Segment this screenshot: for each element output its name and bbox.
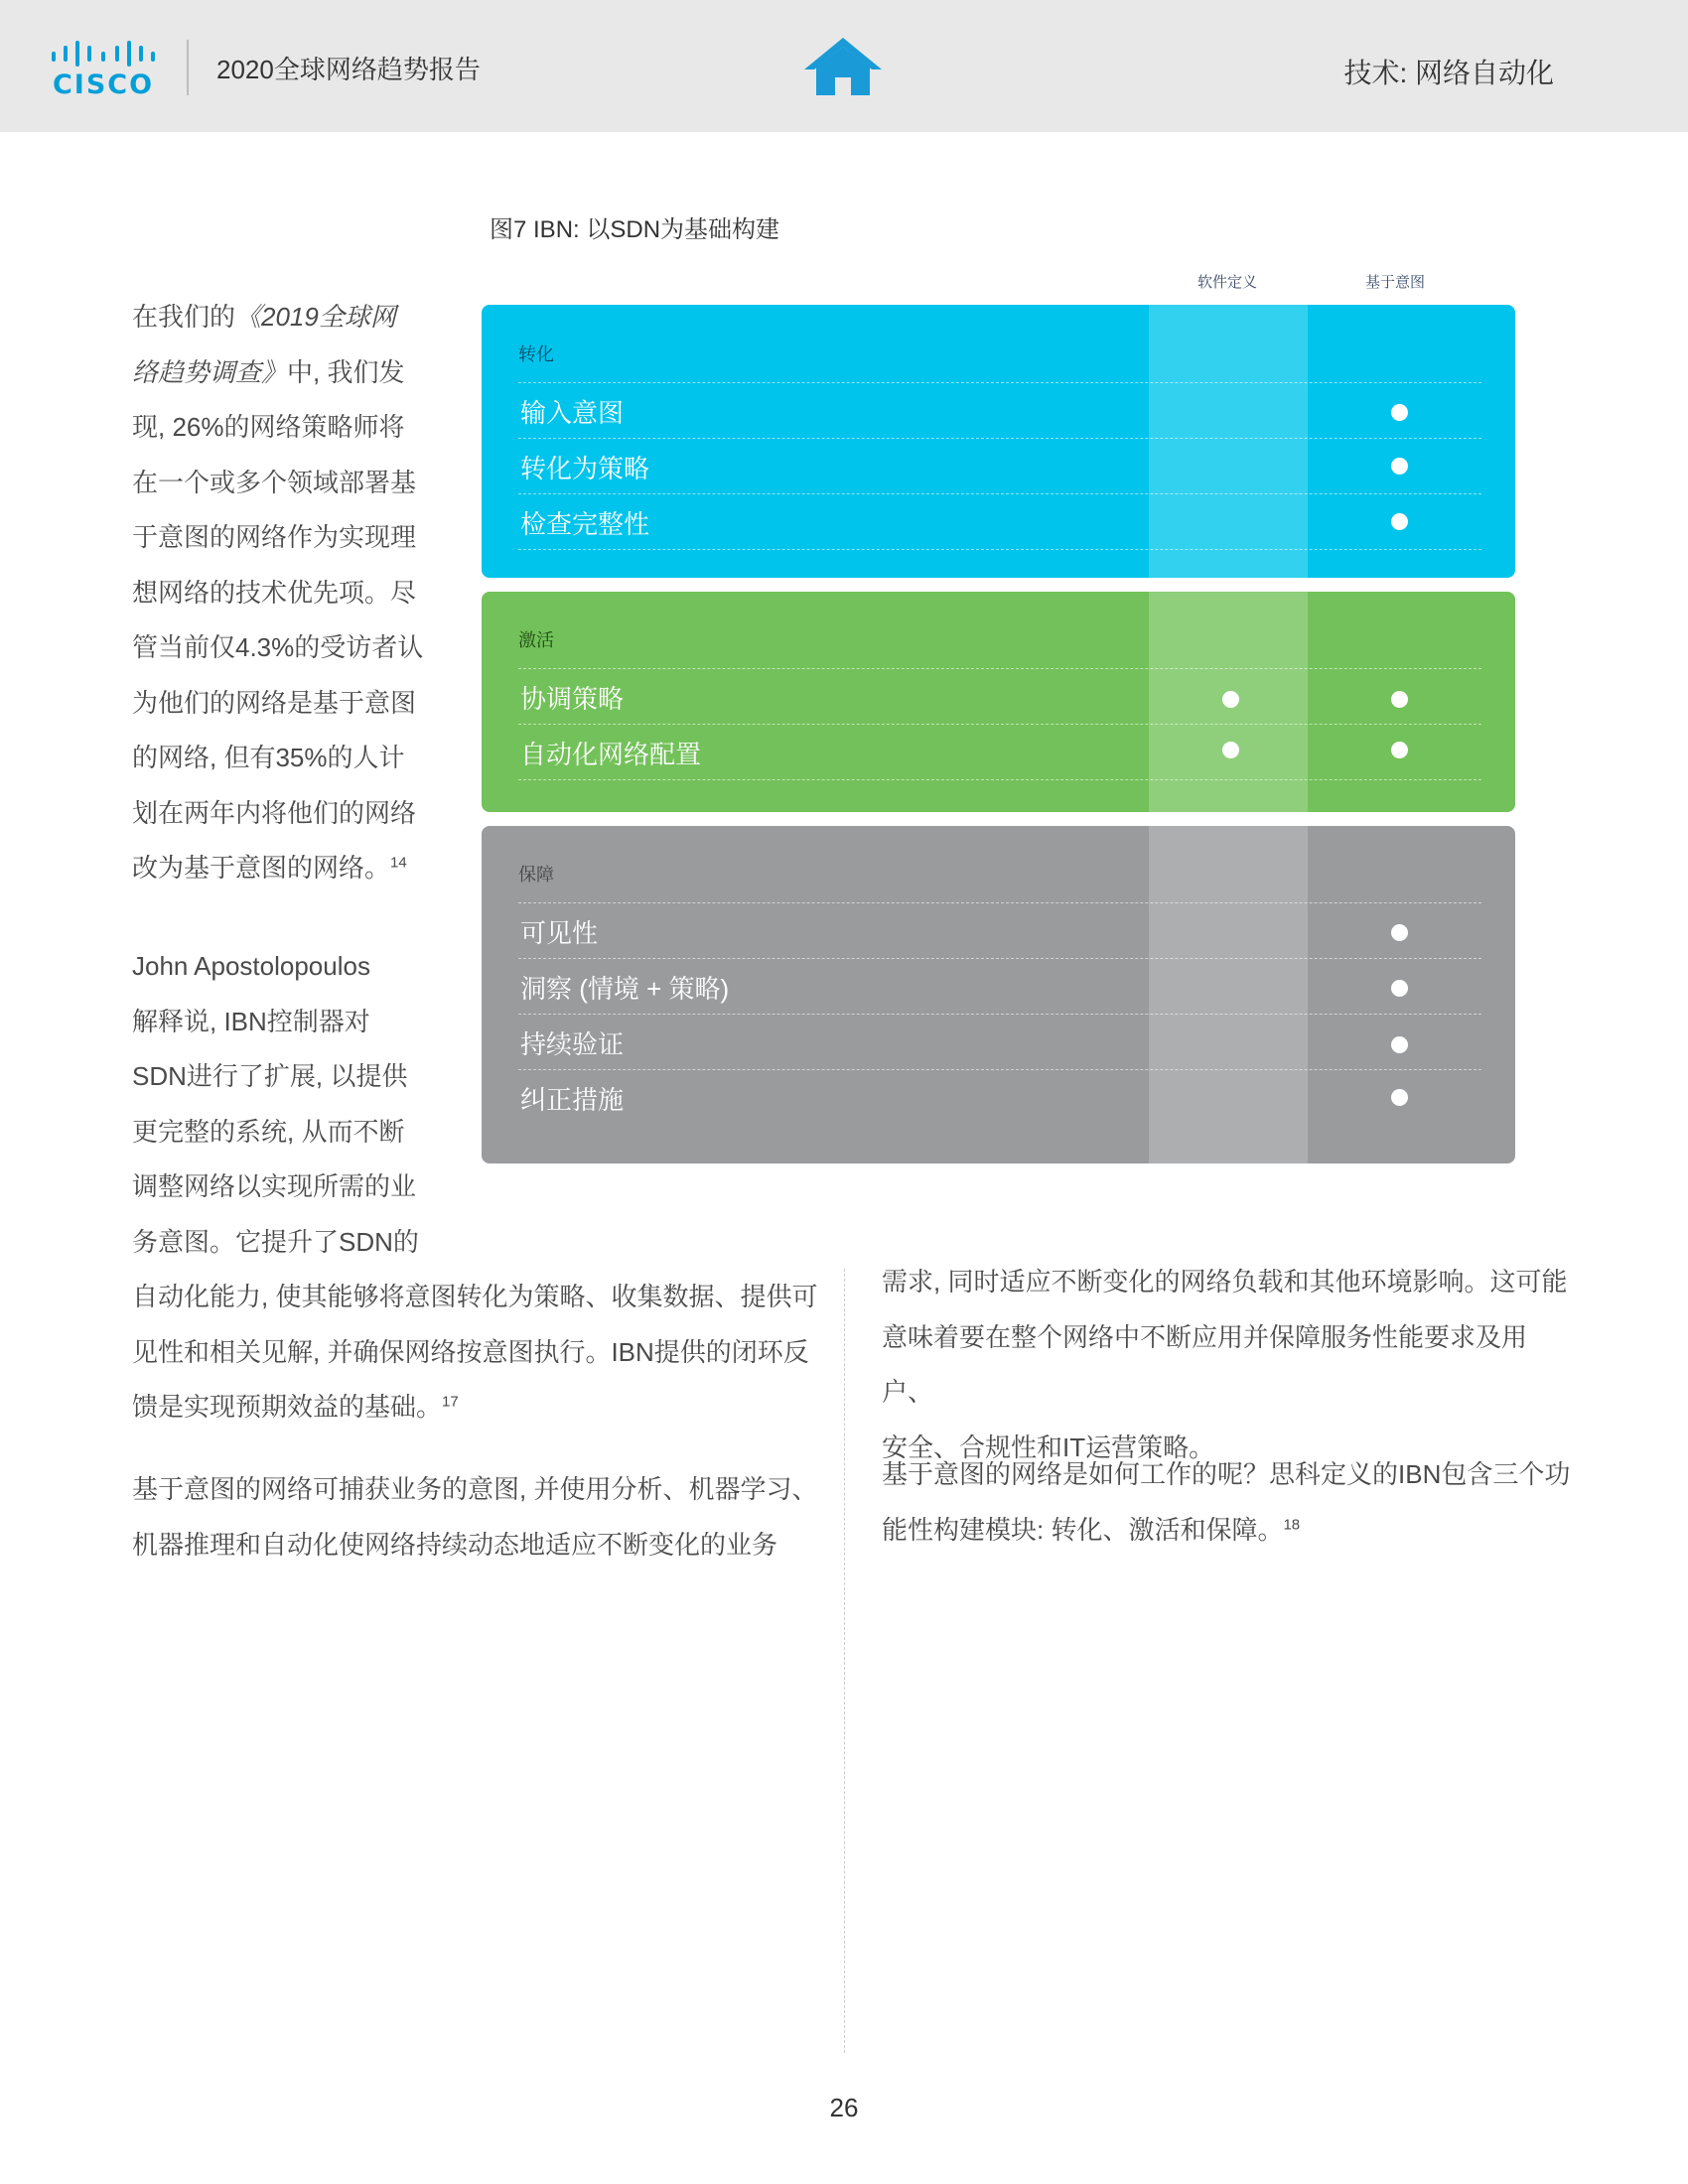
text-line: 需求, 同时适应不断变化的网络负载和其他环境影响。这可能	[882, 1267, 1568, 1297]
row-label: 协调策略	[520, 684, 625, 714]
text-line: 调整网络以实现所需的业	[132, 1171, 417, 1201]
text-line	[132, 345, 460, 401]
footnote-ref: 14	[390, 854, 407, 872]
intent-based-check-dot	[1391, 691, 1408, 708]
column-divider	[844, 1269, 845, 2053]
text-line: 基于意图的网络是如何工作的呢？思科定义的IBN包含三个功	[882, 1459, 1571, 1489]
row-label: 输入意图	[520, 398, 625, 428]
text-line: 划在两年内将他们的网络	[132, 797, 417, 828]
text-line: 于意图的网络作为实现理	[132, 522, 417, 552]
report-citation: 络趋势调查》	[132, 356, 288, 387]
text-line: 现, 26%的网络策略师将	[132, 412, 405, 442]
row-label: 持续验证	[520, 1029, 625, 1059]
cisco-logo[interactable]	[50, 40, 157, 99]
text-span: 在我们的	[132, 302, 236, 332]
footnote-ref: 17	[442, 1393, 459, 1411]
text-line: 在一个或多个领域部署基	[132, 467, 417, 497]
intent-based-check-dot	[1391, 458, 1408, 475]
panel-heading: 激活	[518, 630, 554, 650]
figure-title: 图7 IBN: 以SDN为基础构建	[490, 216, 780, 243]
page-header	[0, 0, 1688, 132]
row-label: 检查完整性	[520, 509, 650, 539]
text-span: 改为基于意图的网络。	[132, 853, 391, 883]
text-line	[132, 841, 460, 896]
text-line: SDN进行了扩展, 以提供	[132, 1061, 408, 1091]
body-paragraph-ibn-capture	[132, 1462, 827, 1572]
intent-based-check-dot	[1391, 1089, 1408, 1106]
text-line: 的网络, 但有35%的人计	[132, 743, 405, 772]
intent-based-check-dot	[1391, 924, 1408, 941]
text-line: 更完整的系统, 从而不断	[132, 1116, 405, 1147]
text-line	[882, 1503, 1577, 1559]
intent-based-check-dot	[1391, 980, 1408, 997]
row-divider	[518, 668, 1481, 669]
row-label: 自动化网络配置	[520, 740, 702, 769]
text-line: 基于意图的网络可捕获业务的意图, 并使用分析、机器学习、	[132, 1474, 818, 1504]
body-paragraph-building-blocks	[882, 1447, 1577, 1558]
panel-heading: 保障	[518, 865, 554, 885]
text-line: 为他们的网络是基于意图	[132, 687, 417, 718]
row-divider	[518, 493, 1481, 494]
cisco-logo-text: CISCO	[52, 69, 155, 100]
row-label: 转化为策略	[520, 454, 650, 483]
text-line: 意味着要在整个网络中不断应用并保障服务性能要求及用户、	[882, 1321, 1528, 1407]
intent-based-check-dot	[1391, 404, 1408, 421]
panel-translation	[482, 305, 1515, 578]
text-line: 务意图。它提升了SDN的	[132, 1226, 419, 1257]
text-line: 解释说, IBN控制器对	[132, 1006, 370, 1036]
text-line	[132, 1380, 827, 1435]
page-number: 26	[829, 2093, 859, 2122]
body-paragraph-ibn-controller	[132, 939, 827, 1435]
text-line: 见性和相关见解, 并确保网络按意图执行。IBN提供的闭环反	[132, 1336, 809, 1367]
software-defined-check-dot	[1222, 691, 1239, 708]
software-defined-column-band	[1149, 305, 1308, 578]
row-divider	[518, 438, 1481, 439]
text-line: 管当前仅4.3%的受访者认	[132, 632, 424, 662]
text-line: 想网络的技术优先项。尽	[132, 577, 417, 608]
row-divider	[518, 382, 1481, 383]
intent-based-check-dot	[1391, 1036, 1408, 1053]
section-title: 技术: 网络自动化	[1343, 58, 1554, 88]
text-span: 能性构建模块: 转化、激活和保障。	[882, 1514, 1284, 1545]
cisco-bars-icon	[50, 40, 157, 68]
row-divider	[518, 724, 1481, 725]
text-line	[132, 290, 460, 345]
text-line: 机器推理和自动化使网络持续动态地适应不断变化的业务	[132, 1529, 778, 1560]
row-divider	[518, 549, 1481, 550]
software-defined-check-dot	[1222, 742, 1239, 758]
text-span: 中, 我们发	[287, 356, 405, 387]
intent-based-check-dot	[1391, 513, 1408, 530]
row-label: 洞察 (情境 + 策略)	[520, 974, 730, 1004]
text-line: John Apostolopoulos	[132, 951, 370, 981]
column-header-software-defined: 软件定义	[1196, 274, 1257, 291]
text-line: 自动化能力, 使其能够将意图转化为策略、收集数据、提供可	[132, 1282, 818, 1311]
intent-based-check-dot	[1391, 742, 1408, 758]
home-icon[interactable]	[802, 36, 884, 97]
footnote-ref: 18	[1283, 1515, 1301, 1533]
header-divider	[187, 40, 189, 95]
body-paragraph-survey	[132, 290, 460, 896]
software-defined-column-band	[1149, 826, 1308, 1163]
row-label: 纠正措施	[520, 1085, 625, 1115]
report-title: 2020全球网络趋势报告	[216, 55, 481, 84]
body-paragraph-requirements	[882, 1255, 1577, 1475]
text-line: 安全、合规性和IT运营策略。	[882, 1432, 1215, 1462]
row-divider	[518, 902, 1481, 903]
report-citation: 《2019全球网	[235, 302, 396, 332]
row-divider	[518, 779, 1481, 780]
panel-heading: 转化	[518, 344, 554, 364]
row-label: 可见性	[520, 918, 599, 948]
panel-activation	[482, 592, 1515, 812]
text-span: 馈是实现预期效益的基础。	[132, 1392, 443, 1422]
column-header-intent-based: 基于意图	[1364, 274, 1425, 291]
